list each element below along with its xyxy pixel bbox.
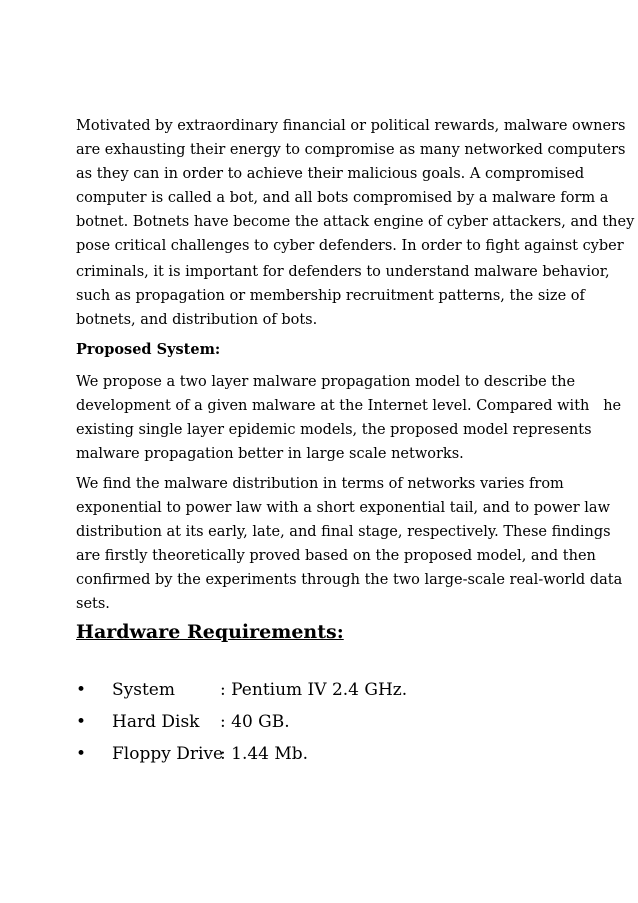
bullet-icon: •: [76, 712, 87, 732]
hardware-item-hard-disk: [76, 709, 576, 735]
bullet-icon: •: [76, 680, 87, 700]
intro-paragraph-part-1: [76, 114, 635, 258]
hardware-item-label: Floppy Drive: [112, 744, 224, 764]
hardware-item-label: System: [112, 680, 175, 700]
hardware-item-value: : 1.44 Mb.: [220, 744, 309, 764]
text-line: sets.: [76, 596, 110, 612]
text-line: distribution at its early, late, and final stage, respectively. These findings: [76, 524, 611, 540]
text-line: botnet. Botnets have become the attack engine of cyber attackers, and they: [76, 214, 635, 230]
intro-paragraph-part-2: [76, 260, 610, 332]
text-line: pose critical challenges to cyber defenders. In order to fight against cyber: [76, 238, 624, 254]
hardware-item-floppy-drive: [76, 741, 576, 767]
text-line: Motivated by extraordinary financial or political rewards, malware owners: [76, 118, 626, 134]
bullet-icon: •: [76, 744, 87, 764]
text-line: computer is called a bot, and all bots compromised by a malware form a: [76, 190, 609, 206]
hardware-item-label: Hard Disk: [112, 712, 200, 732]
text-line: exponential to power law with a short exponential tail, and to power law: [76, 500, 610, 516]
text-line: botnets, and distribution of bots.: [76, 312, 318, 328]
text-line: are exhausting their energy to compromise as many networked computers: [76, 142, 626, 158]
hardware-item-value: : 40 GB.: [220, 712, 290, 732]
text-line: We propose a two layer malware propagation model to describe the: [76, 374, 576, 390]
hardware-item-value: : Pentium IV 2.4 GHz.: [220, 680, 408, 700]
proposed-system-heading: Proposed System:: [76, 341, 221, 358]
text-line: such as propagation or membership recruitment patterns, the size of: [76, 288, 585, 304]
text-line: confirmed by the experiments through the two large-scale real-world data: [76, 572, 623, 588]
proposed-paragraph-1: [76, 370, 622, 466]
text-line: criminals, it is important for defenders to understand malware behavior,: [76, 264, 610, 280]
hardware-item-system: [76, 677, 576, 703]
text-line: malware propagation better in large scale networks.: [76, 446, 464, 462]
text-line: existing single layer epidemic models, the proposed model represents: [76, 422, 592, 438]
proposed-paragraph-2: [76, 472, 623, 616]
hardware-requirements-heading: Hardware Requirements:: [76, 621, 344, 643]
text-line: We find the malware distribution in terms of networks varies from: [76, 476, 564, 492]
text-line: are firstly theoretically proved based on the proposed model, and then: [76, 548, 596, 564]
text-line: as they can in order to achieve their malicious goals. A compromised: [76, 166, 585, 182]
text-line: development of a given malware at the Internet level. Compared with he: [76, 398, 622, 414]
